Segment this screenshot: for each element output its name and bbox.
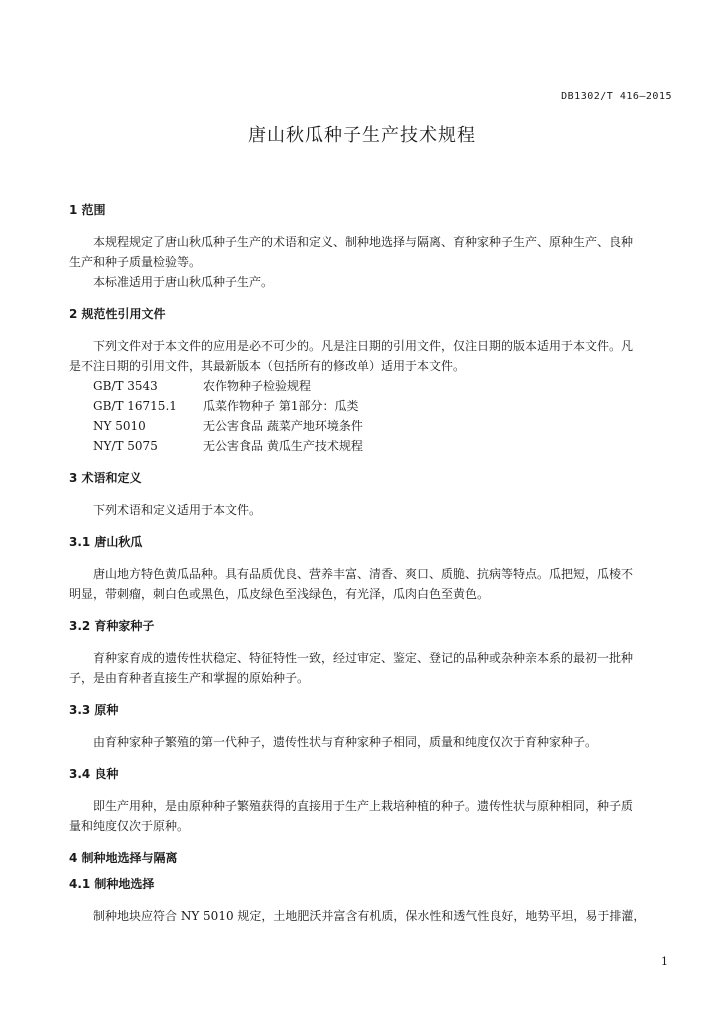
section-heading-terms: 3 术语和定义 [69, 471, 142, 485]
paragraph-line: 下列文件对于本文件的应用是必不可少的。凡是注日期的引用文件，仅注日期的版本适用于本文件。凡 [93, 339, 634, 353]
paragraph-line: 子，是由育种者直接生产和掌握的原始种子。 [69, 671, 310, 685]
section-heading-scope: 1 范围 [69, 203, 106, 217]
paragraph-line: 由育种家种子繁殖的第一代种子，遗传性状与育种家种子相同，质量和纯度仅次于育种家种子。 [93, 735, 598, 749]
subsection-heading-3-3: 3.3 原种 [69, 703, 119, 717]
reference-code: GB/T 3543 [93, 379, 158, 393]
reference-name: 无公害食品 蔬菜产地环境条件 [203, 419, 363, 433]
paragraph-line: 育种家育成的遗传性状稳定、特征特性一致，经过审定、鉴定、登记的品种或杂种亲本系的最初一批种 [93, 651, 634, 665]
paragraph-line: 量和纯度仅次于原种。 [69, 819, 190, 833]
reference-item [69, 376, 679, 396]
reference-code: GB/T 16715.1 [93, 399, 177, 413]
section-heading-normative-references: 2 规范性引用文件 [69, 307, 166, 321]
subsection-heading-3-1: 3.1 唐山秋瓜 [69, 535, 143, 549]
paragraph-line: 唐山地方特色黄瓜品种。具有品质优良、营养丰富、清香、爽口、质脆、抗病等特点。瓜把短，瓜棱不 [93, 567, 634, 581]
paragraph-line: 下列术语和定义适用于本文件。 [93, 503, 262, 517]
paragraph-line: 生产和种子质量检验等。 [69, 255, 202, 269]
reference-name: 农作物种子检验规程 [203, 379, 312, 393]
paragraph-line: 即生产用种，是由原种种子繁殖获得的直接用于生产上栽培种植的种子。遗传性状与原种相同，种子质 [93, 799, 634, 813]
reference-item [69, 436, 679, 456]
document-title: 唐山秋瓜种子生产技术规程 [248, 125, 476, 146]
document-body [69, 200, 679, 926]
section-heading-site-selection: 4 制种地选择与隔离 [69, 851, 178, 865]
page-number: 1 [661, 955, 668, 968]
reference-code: NY/T 5075 [93, 439, 158, 453]
reference-name: 无公害食品 黄瓜生产技术规程 [203, 439, 363, 453]
reference-item [69, 396, 679, 416]
paragraph-line: 本标准适用于唐山秋瓜种子生产。 [93, 275, 274, 289]
reference-name: 瓜菜作物种子 第1部分：瓜类 [203, 399, 359, 413]
paragraph-line: 是不注日期的引用文件，其最新版本（包括所有的修改单）适用于本文件。 [69, 359, 466, 373]
subsection-heading-3-2: 3.2 育种家种子 [69, 619, 155, 633]
document-code: DB1302/T 416—2015 [561, 91, 672, 102]
paragraph-line: 本规程规定了唐山秋瓜种子生产的术语和定义、制种地选择与隔离、育种家种子生产、原种生产、良种 [93, 235, 634, 249]
subsection-heading-3-4: 3.4 良种 [69, 767, 119, 781]
subsection-heading-4-1: 4.1 制种地选择 [69, 877, 155, 891]
reference-item [69, 416, 679, 436]
paragraph-line: 明显，带刺瘤，刺白色或黑色，瓜皮绿色至浅绿色，有光泽，瓜肉白色至黄色。 [69, 587, 490, 601]
reference-code: NY 5010 [93, 419, 146, 433]
paragraph-line: 制种地块应符合 NY 5010 规定，土地肥沃并富含有机质，保水性和透气性良好，地势平坦，易于排灌， [93, 909, 646, 923]
